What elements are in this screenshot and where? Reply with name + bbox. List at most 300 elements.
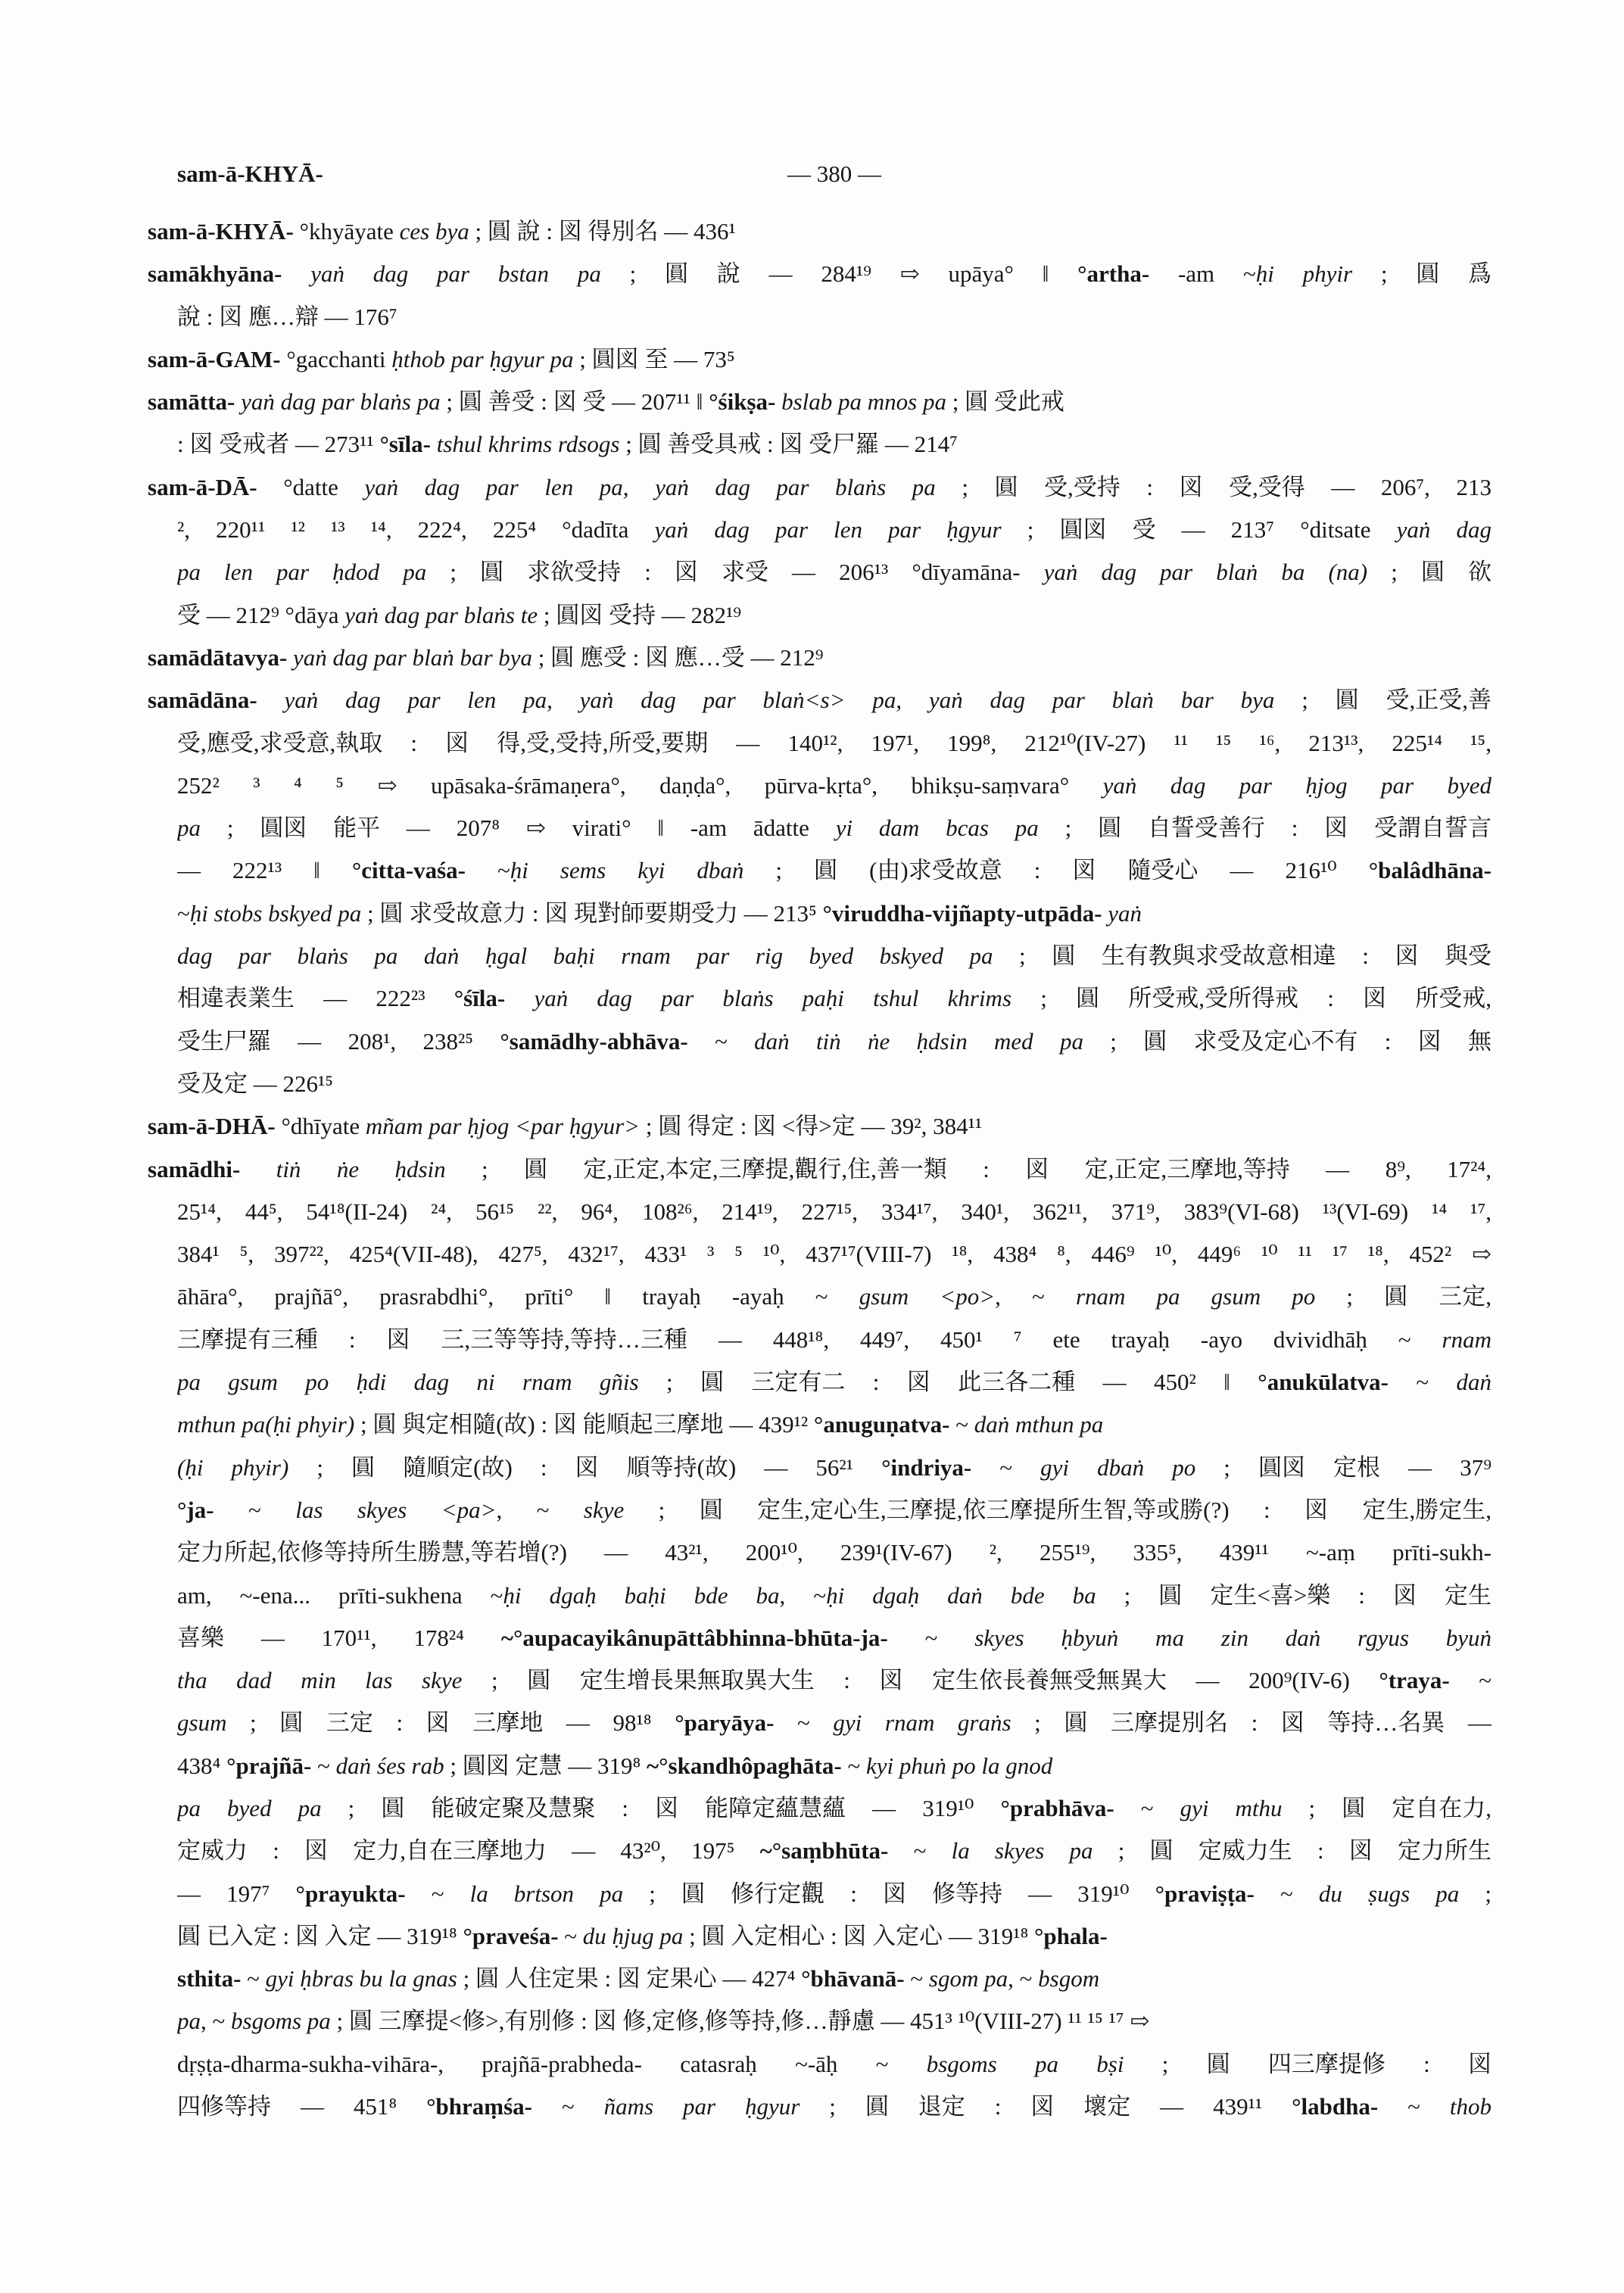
- entry-line-text: [177, 893, 1142, 935]
- entry-line-text: [177, 2043, 1492, 2086]
- entry-line-text: [148, 210, 736, 253]
- entry-line: [177, 807, 1492, 849]
- entry-line-text: [177, 1063, 333, 1105]
- entry-line-text: [148, 381, 1064, 423]
- entry-text: ², 220¹¹ ¹² ¹³ ¹⁴, 222⁴, 225⁴ °dadīta: [177, 516, 655, 544]
- headword: sam-ā-KHYĀ-: [148, 218, 294, 245]
- entry-line: [177, 1191, 1492, 1233]
- subentry-term: °citta-vaśa-: [351, 857, 466, 884]
- tibetan-equivalent: la skyes pa: [951, 1837, 1093, 1865]
- entry-line: [177, 1702, 1492, 1744]
- tibetan-equivalent: pa: [177, 815, 201, 842]
- subentry-term: °anukūlatva-: [1258, 1369, 1389, 1396]
- page-number: — 380 —: [787, 160, 881, 187]
- entry-text: 四修等持 — 451⁸: [177, 2093, 427, 2120]
- dictionary-entry: [0, 210, 1624, 253]
- entry-line: [177, 849, 1492, 892]
- entry-line: [148, 1148, 1492, 1191]
- entry-line: [177, 1575, 1492, 1617]
- entry-line: [148, 210, 1492, 253]
- tibetan-equivalent: pa: [177, 2008, 201, 2035]
- entry-text: °datte: [257, 473, 365, 500]
- tibetan-equivalent: daṅ mthun pa: [974, 1411, 1104, 1438]
- entry-text: , ~: [496, 1496, 584, 1523]
- entry-line: [177, 1361, 1492, 1404]
- entry-text: 受 — 212⁹ °dāya: [177, 601, 345, 628]
- entry-line-text: [177, 1447, 1492, 1489]
- page-header: [0, 153, 1624, 195]
- entry-line-text: [177, 1531, 1492, 1574]
- entry-text: ; 圓 能破定聚及慧聚 : 図 能障定蘊慧蘊 — 319¹⁰: [321, 1794, 1001, 1821]
- entry-line: [177, 1787, 1492, 1830]
- entry-line: [177, 1873, 1492, 1915]
- entry-line-text: [177, 1873, 1492, 1915]
- tibetan-equivalent: du ṣugs pa: [1318, 1880, 1460, 1907]
- entry-text: 說 : 図 應…辯 — 176⁷: [177, 303, 397, 330]
- dictionary-entry: [0, 253, 1624, 338]
- tibetan-equivalent: gyi dbaṅ po: [1040, 1453, 1196, 1481]
- entry-line-text: [177, 977, 1492, 1020]
- entry-line: [177, 1915, 1492, 1958]
- entry-line-text: [177, 935, 1492, 977]
- entry-text: dṛṣṭa-dharma-sukha-vihāra-, prajñā-prabheda- catasraḥ ~-āḥ ~: [177, 2050, 927, 2077]
- tibetan-equivalent: tiṅ ṅe ḥdsin: [276, 1155, 446, 1182]
- subentry-term: °paryāya-: [675, 1709, 775, 1737]
- entry-line: [177, 2086, 1492, 2128]
- entry-text: ; 圓 求欲受持 : 図 求受 — 206¹³ °dīyamāna-: [426, 559, 1044, 586]
- entry-line-text: [177, 1787, 1492, 1830]
- entry-line-text: [148, 253, 1492, 295]
- entry-text: ~: [971, 1453, 1041, 1481]
- tibetan-equivalent: daṅ: [1456, 1369, 1492, 1396]
- entry-text: am, ~-ena... prīti-sukhena ~: [177, 1581, 503, 1609]
- entry-line: [177, 765, 1492, 807]
- subentry-term: °traya-: [1379, 1667, 1450, 1694]
- subentry-term: °balâdhāna-: [1368, 857, 1492, 884]
- subentry-term: ~°aupacayikânupāttâbhinna-bhūta-ja-: [500, 1624, 888, 1651]
- entry-text: ; 圓 隨順定(故) : 図 順等持(故) — 56²¹: [288, 1453, 882, 1481]
- entry-line: [177, 1276, 1492, 1318]
- entry-text: — 222¹³ ‖: [177, 857, 352, 884]
- entry-line: [177, 1020, 1492, 1063]
- tibetan-equivalent: skyes ḥbyuṅ ma zin daṅ rgyus byuṅ: [974, 1624, 1492, 1651]
- entry-line-text: [177, 1958, 1099, 2000]
- entry-text: 384¹ ⁵, 397²², 425⁴(VII-48), 427⁵, 432¹⁷, 433¹ ³ ⁵ ¹⁰, 437¹⁷(VIII-7) ¹⁸, 438⁴ ⁸, 446⁹ ¹⁰, 449⁶ ¹⁰ ¹¹ ¹⁷ ¹⁸, 452² ⇨: [177, 1241, 1492, 1268]
- entry-text: [505, 985, 534, 1011]
- entry-line-text: [177, 509, 1492, 551]
- headword: samādātavya-: [148, 643, 288, 671]
- tibetan-equivalent: ḥi stobs bskyed pa: [189, 899, 362, 927]
- entry-line: [177, 594, 1492, 637]
- entry-text: ; 圓 生有教與求受故意相違 : 図 與受: [993, 942, 1492, 970]
- entry-text: , ~: [201, 2008, 232, 2035]
- entry-line-text: [148, 466, 1492, 509]
- entry-text: ~: [841, 1752, 866, 1779]
- tibetan-equivalent: yaṅ dag par ḥjog par byed: [1102, 771, 1492, 799]
- entry-text: ~: [1378, 2093, 1450, 2120]
- entry-line: [177, 1404, 1492, 1446]
- entry-text: ; 圓 所受戒,受所得戒 : 図 所受戒,: [1011, 985, 1492, 1012]
- entry-text: ; 圓 定,正定,本定,三摩提,觀行,住,善一類 : 図 定,正定,三摩地,等持 — 8⁹, 17²⁴,: [445, 1155, 1492, 1182]
- entry-text: ; 圓 三定,: [1315, 1283, 1492, 1310]
- entry-text: ~: [888, 1837, 952, 1865]
- entry-text: ~: [949, 1411, 974, 1438]
- entry-line: [177, 1233, 1492, 1276]
- entry-line-text: [177, 2000, 1149, 2042]
- entry-text: ; 圓 求受故意力 : 図 現對師要期受力 — 213⁵: [361, 899, 823, 927]
- entry-text: ; 圓 退定 : 図 壞定 — 439¹¹: [800, 2093, 1292, 2120]
- entry-line: [177, 1489, 1492, 1531]
- subentry-term: °praviṣṭa-: [1155, 1880, 1255, 1907]
- entry-text: 252² ³ ⁴ ⁵ ⇨ upāsaka-śrāmaṇera°, daṇḍa°, pūrva-kṛta°, bhikṣu-saṃvara°: [177, 771, 1103, 799]
- entry-line: [148, 679, 1492, 721]
- entry-text: °dhīyate: [275, 1113, 366, 1140]
- entry-line-text: [148, 338, 735, 381]
- tibetan-equivalent: yaṅ: [1108, 899, 1142, 927]
- entry-text: ; 圓 人住定果 : 図 定果心 — 427⁴: [457, 1965, 802, 1992]
- tibetan-equivalent: pa len par ḥdod pa: [177, 559, 427, 586]
- entry-line-text: [177, 1659, 1492, 1702]
- entry-text: ; 圓 三摩提<修>,有別修 : 図 修,定修,修等持,修…靜慮 — 451³ ¹⁰(VIII-27) ¹¹ ¹⁵ ¹⁷ ⇨: [330, 2008, 1150, 2035]
- entry-text: 受生尸羅 — 208¹, 238²⁵: [177, 1027, 500, 1055]
- headword: sam-ā-DHĀ-: [148, 1113, 276, 1140]
- tibetan-equivalent: kyi phuṅ po la gnod: [865, 1752, 1053, 1779]
- entry-text: ; 圓 受,正受,善: [1274, 687, 1492, 714]
- entry-line-text: [177, 1915, 1108, 1958]
- entry-text: 受,應受,求受意,執取 : 図 得,受,受持,所受,要期 — 140¹², 197¹, 199⁸, 212¹⁰(IV-27) ¹¹ ¹⁵ ¹⁶, 213¹³, 225¹⁴ ¹⁵,: [177, 729, 1492, 756]
- entry-text: — 197⁷: [177, 1880, 296, 1907]
- entry-text: ~: [774, 1709, 834, 1737]
- entry-text: ;: [1459, 1880, 1492, 1907]
- entry-line-text: [177, 1319, 1492, 1361]
- dictionary-entry: [0, 466, 1624, 637]
- entry-line: [177, 1531, 1492, 1574]
- tibetan-equivalent: yaṅ dag par len par ḥgyur: [654, 516, 1002, 544]
- entry-text: 25¹⁴, 44⁵, 54¹⁸(II-24) ²⁴, 56¹⁵ ²², 96⁴, 108²⁶, 214¹⁹, 227¹⁵, 334¹⁷, 340¹, 362¹¹, 371⁹, 383⁹(VI-68) ¹³(VI-69) ¹⁴ ¹⁷,: [177, 1198, 1492, 1225]
- tibetan-equivalent: la brtson pa: [469, 1880, 624, 1907]
- entry-text: ~: [405, 1880, 470, 1907]
- tibetan-equivalent: tha dad min las skye: [177, 1667, 463, 1694]
- subentry-term: ~°skandhôpaghāta-: [647, 1752, 842, 1779]
- entry-text: ; 圓図 定慧 — 319⁸: [444, 1752, 647, 1779]
- tibetan-equivalent: pa gsum po ḥdi dag ni rnam gñis: [177, 1369, 639, 1396]
- entry-text: ; 圓図 定根 — 37⁹: [1195, 1453, 1492, 1481]
- tibetan-equivalent: skye: [583, 1496, 625, 1523]
- subentry-term: °samādhy-abhāva-: [500, 1027, 688, 1055]
- headword: sam-ā-DĀ-: [148, 473, 257, 500]
- dictionary-entry: [0, 637, 1624, 679]
- entry-text: ; 圓 定威力生 : 図 定力所生: [1093, 1837, 1492, 1865]
- dictionary-entry: [0, 381, 1624, 466]
- entry-line: [177, 1958, 1492, 2000]
- entry-text: ; 圓 四三摩提修 : 図: [1124, 2050, 1492, 2077]
- entry-line-text: [148, 1105, 982, 1148]
- subentry-term: °labdha-: [1292, 2093, 1379, 2120]
- subentry-term: °prabhāva-: [1000, 1794, 1114, 1821]
- entry-line-text: [177, 849, 1492, 892]
- entry-text: [257, 687, 285, 713]
- subentry-term: sthita-: [177, 1965, 242, 1992]
- tibetan-equivalent: yaṅ dag par blaṅ ba (na): [1043, 559, 1368, 586]
- entry-text: °khyāyate: [293, 218, 400, 245]
- entry-text: ; 圓 欲: [1367, 559, 1492, 586]
- tibetan-equivalent: gyi ḥbras bu la gnas: [265, 1965, 457, 1992]
- subentry-term: °artha-: [1077, 260, 1150, 288]
- entry-text: ~: [1449, 1667, 1492, 1694]
- entry-line-text: [177, 1830, 1492, 1872]
- subentry-term: °indriya-: [881, 1453, 972, 1481]
- entry-text: 受及定 — 226¹⁵: [177, 1070, 334, 1097]
- entry-text: ; 圓 求受及定心不有 : 図 無: [1083, 1027, 1492, 1055]
- entry-line-text: [177, 423, 958, 466]
- tibetan-equivalent: ñams par ḥgyur: [603, 2093, 800, 2120]
- entry-text: ; 圓 說 — 284¹⁹ ⇨ upāya° ‖: [600, 260, 1078, 288]
- subentry-term: °prayukta-: [295, 1880, 406, 1907]
- entry-text: [240, 1156, 276, 1182]
- tibetan-equivalent: ḥi dgaḥ daṅ bde ba: [826, 1581, 1096, 1609]
- tibetan-equivalent: daṅ śes rab: [335, 1752, 444, 1779]
- entry-line-text: [177, 1617, 1492, 1659]
- entry-text: ; 圓図 至 — 73⁵: [573, 345, 735, 372]
- dictionary-entry: [0, 679, 1624, 1105]
- tibetan-equivalent: las skyes <pa>: [295, 1496, 497, 1523]
- entry-line: [177, 551, 1492, 594]
- entry-line: [177, 423, 1492, 466]
- entries-column: [0, 210, 1624, 2128]
- entry-text: [775, 388, 781, 415]
- dictionary-entry: [0, 338, 1624, 381]
- entry-line-text: [148, 1148, 1492, 1191]
- tibetan-equivalent: yaṅ dag par blaṅ bar bya: [293, 643, 533, 671]
- entry-text: ; 圓 善受 : 図 受 — 207¹¹ ‖: [440, 388, 709, 416]
- entry-line-text: [148, 679, 1492, 721]
- subentry-term: °phala-: [1034, 1922, 1108, 1949]
- tibetan-equivalent: tshul khrims rdsogs: [436, 431, 620, 458]
- entry-text: , ~: [779, 1581, 827, 1609]
- tibetan-equivalent: rnam: [1442, 1326, 1492, 1353]
- tibetan-equivalent: mñam par ḥjog <par ḥgyur>: [365, 1113, 641, 1140]
- tibetan-equivalent: (ḥi phyir): [177, 1453, 289, 1481]
- subentry-term: °sīla-: [379, 431, 431, 458]
- headword: samādāna-: [148, 687, 257, 714]
- subentry-term: °anuguṇatva-: [813, 1411, 950, 1438]
- tibetan-equivalent: du ḥjug pa: [582, 1922, 684, 1949]
- entry-text: ; 圓 善受具戒 : 図 受尸羅 — 214⁷: [619, 431, 958, 458]
- tibetan-equivalent: ḥi sems kyi dbaṅ: [510, 857, 744, 884]
- tibetan-equivalent: ces bya: [399, 218, 469, 245]
- tibetan-equivalent: bsgom: [1038, 1965, 1100, 1992]
- entry-text: °gacchanti: [280, 345, 392, 372]
- entry-line-text: [177, 1489, 1492, 1531]
- tibetan-equivalent: gyi mthu: [1180, 1794, 1283, 1821]
- entry-line-text: [177, 722, 1492, 765]
- entry-text: ; 圓 說 : 図 得別名 — 436¹: [469, 218, 736, 245]
- entry-text: [235, 388, 241, 415]
- tibetan-equivalent: daṅ tiṅ ṅe ḥdsin med pa: [754, 1027, 1083, 1055]
- entry-line: [177, 1830, 1492, 1872]
- tibetan-equivalent: yaṅ dag par bstan pa: [310, 260, 601, 288]
- entry-text: 相違表業生 — 222²³: [177, 985, 454, 1012]
- entry-text: ; 圓図 能平 — 207⁸ ⇨ virati° ‖ -am ādatte: [201, 815, 836, 842]
- entry-line-text: [177, 1745, 1052, 1787]
- entry-text: ; 圓 修行定觀 : 図 修等持 — 319¹⁰: [623, 1880, 1155, 1907]
- entry-text: ; 圓 (由)求受故意 : 図 隨受心 — 216¹⁰: [743, 857, 1369, 884]
- entry-text: 438⁴: [177, 1752, 227, 1779]
- headword: samātta-: [148, 388, 235, 416]
- entry-line-text: [177, 1191, 1492, 1233]
- entry-text: ~: [904, 1965, 929, 1992]
- entry-text: ~: [1254, 1880, 1319, 1907]
- entry-text: [431, 431, 437, 457]
- entry-text: ; 圓 得定 : 図 <得>定 — 39², 384¹¹: [640, 1113, 983, 1140]
- entry-line-text: [177, 1702, 1492, 1744]
- entry-text: ; 圓 定生增長果無取異大生 : 図 定生依長養無受無異大 — 200⁹(IV-6): [462, 1667, 1379, 1694]
- entry-line: [177, 722, 1492, 765]
- entry-text: ~: [558, 1922, 583, 1949]
- tibetan-equivalent: mthun pa(ḥi phyir): [177, 1411, 355, 1438]
- running-head: sam-ā-KHYĀ-: [177, 160, 323, 187]
- headword: samākhyāna-: [148, 260, 282, 288]
- entry-text: ; 圓 定生<喜>樂 : 図 定生: [1096, 1581, 1492, 1609]
- dictionary-entry: [0, 1105, 1624, 1148]
- tibetan-equivalent: gyi rnam graṅs: [833, 1709, 1011, 1737]
- tibetan-equivalent: sgom pa: [928, 1965, 1008, 1992]
- entry-line-text: [177, 594, 741, 637]
- tibetan-equivalent: gsum <po>: [859, 1283, 996, 1310]
- headword: sam-ā-GAM-: [148, 345, 281, 372]
- entry-text: ; 圓 應受 : 図 應…受 — 212⁹: [532, 643, 824, 671]
- entry-text: -am ~: [1149, 260, 1256, 288]
- subentry-term: °śikṣa-: [709, 388, 776, 416]
- entry-text: ~: [531, 2093, 604, 2120]
- tibetan-equivalent: yaṅ dag par len pa, yaṅ dag par blaṅ<s> pa, yaṅ dag par blaṅ bar bya: [284, 687, 1275, 714]
- entry-text: , ~: [995, 1283, 1076, 1310]
- entry-text: ; 圓 三定有二 : 図 此三各二種 — 450² ‖: [638, 1369, 1258, 1396]
- entry-line: [177, 2043, 1492, 2086]
- entry-line: [177, 893, 1492, 935]
- tibetan-equivalent: gsum: [177, 1709, 227, 1737]
- entry-line-text: [177, 1233, 1492, 1276]
- subentry-term: °ja-: [177, 1496, 214, 1523]
- entry-line-text: [177, 1276, 1492, 1318]
- entry-text: ; 圓 受此戒: [946, 388, 1064, 416]
- tibetan-equivalent: yaṅ dag par blaṅs paḥi tshul khrims: [534, 985, 1012, 1012]
- tibetan-equivalent: ḥi dgaḥ baḥi bde ba: [503, 1581, 780, 1609]
- tibetan-equivalent: yaṅ dag par blaṅs te: [344, 601, 538, 628]
- entry-text: ~: [214, 1496, 296, 1523]
- entry-text: 喜樂 — 170¹¹, 178²⁴: [177, 1624, 501, 1651]
- entry-text: ; 圓 自誓受善行 : 図 受謂自誓言: [1038, 815, 1492, 842]
- entry-text: [282, 260, 310, 287]
- tibetan-equivalent: bslab pa mnos pa: [781, 388, 946, 416]
- entry-text: ; 圓 受,受持 : 図 受,受得 — 206⁷, 213: [935, 473, 1492, 500]
- entry-text: ; 圓図 受持 — 282¹⁹: [538, 601, 742, 628]
- entry-text: āhāra°, prajñā°, prasrabdhi°, prīti° ‖ trayaḥ -ayaḥ ~: [177, 1283, 859, 1310]
- entry-line: [148, 253, 1492, 295]
- entry-text: ~: [687, 1027, 755, 1055]
- entry-text: ; 圓 三摩提別名 : 図 等持…名異 —: [1011, 1709, 1492, 1737]
- tibetan-equivalent: yaṅ dag: [1396, 516, 1492, 544]
- entry-line: [148, 466, 1492, 509]
- subentry-term: °praveśa-: [463, 1922, 559, 1949]
- entry-line-text: [148, 637, 824, 679]
- entry-text: 定威力 : 図 定力,自在三摩地力 — 43²⁰, 197⁵: [177, 1837, 760, 1865]
- entry-line-text: [177, 296, 397, 338]
- subentry-term: °prajñā-: [226, 1752, 312, 1779]
- subentry-term: ~°saṃbhūta-: [759, 1837, 889, 1865]
- entry-line-text: [177, 551, 1492, 594]
- entry-line: [177, 2000, 1492, 2042]
- entry-line: [177, 935, 1492, 977]
- subentry-term: °bhraṃśa-: [426, 2093, 532, 2120]
- entry-line: [177, 1745, 1492, 1787]
- entry-line-text: [177, 1020, 1492, 1063]
- entry-line: [148, 1105, 1492, 1148]
- entry-text: , ~: [1008, 1965, 1039, 1992]
- tibetan-equivalent: rnam pa gsum po: [1075, 1283, 1316, 1310]
- entry-line: [177, 1063, 1492, 1105]
- entry-text: ~: [887, 1624, 975, 1651]
- entry-line-text: [177, 1575, 1492, 1617]
- entry-text: 三摩提有三種 : 図 三,三等等持,等持…三種 — 448¹⁸, 449⁷, 450¹ ⁷ ete trayaḥ -ayo dvividhāḥ ~: [177, 1326, 1442, 1353]
- entry-line: [177, 296, 1492, 338]
- entry-text: 定力所起,依修等持所生勝慧,等若增(?) — 43²¹, 200¹⁰, 239¹(IV-67) ², 255¹⁹, 335⁵, 439¹¹ ~-aṃ prīti-sukh-: [177, 1539, 1492, 1566]
- entry-line: [177, 1447, 1492, 1489]
- entry-text: : 図 受戒者 — 273¹¹: [177, 431, 380, 458]
- entry-line: [177, 1617, 1492, 1659]
- entry-text: ; 圓 入定相心 : 図 入定心 — 319¹⁸: [683, 1922, 1034, 1949]
- tibetan-equivalent: bsgoms pa: [231, 2008, 331, 2035]
- headword: samādhi-: [148, 1155, 241, 1182]
- tibetan-equivalent: pa byed pa: [177, 1794, 322, 1821]
- entry-text: 圓 已入定 : 図 入定 — 319¹⁸: [177, 1922, 463, 1949]
- tibetan-equivalent: thob: [1449, 2093, 1492, 2120]
- entry-text: ; 圓 定自在力,: [1282, 1794, 1492, 1821]
- entry-line-text: [177, 807, 1492, 849]
- tibetan-equivalent: ḥthob par ḥgyur pa: [391, 345, 574, 372]
- entry-line-text: [177, 765, 1492, 807]
- tibetan-equivalent: yaṅ dag par blaṅs pa: [241, 388, 441, 416]
- entry-line-text: [177, 1361, 1492, 1404]
- entry-text: ; 圓 與定相隨(故) : 図 能順起三摩地 — 439¹²: [354, 1411, 814, 1438]
- entry-line: [148, 338, 1492, 381]
- entry-text: ~: [241, 1965, 266, 1992]
- entry-text: ; 圓 定生,定心生,三摩提,依三摩提所生智,等或勝(?) : 図 定生,勝定生,: [624, 1496, 1492, 1523]
- entry-text: ~: [1388, 1369, 1457, 1396]
- entry-line: [148, 637, 1492, 679]
- entry-text: ; 圓 爲: [1352, 260, 1492, 288]
- subentry-term: °bhāvanā-: [801, 1965, 905, 1992]
- entry-text: ~: [1114, 1794, 1180, 1821]
- entry-text: ; 圓図 受 — 213⁷ °ditsate: [1001, 516, 1397, 544]
- entry-text: ~: [311, 1752, 336, 1779]
- entry-text: ~: [177, 899, 190, 927]
- entry-line: [177, 977, 1492, 1020]
- entry-line-text: [177, 1404, 1103, 1446]
- subentry-term: °śīla-: [454, 985, 506, 1012]
- tibetan-equivalent: dag par blaṅs pa daṅ ḥgal baḥi rnam par rig byed bskyed pa: [177, 942, 993, 970]
- entry-line: [177, 1659, 1492, 1702]
- tibetan-equivalent: bsgoms pa bṣi: [926, 2050, 1124, 2077]
- dictionary-entry: [0, 1148, 1624, 2129]
- tibetan-equivalent: yaṅ dag par len pa, yaṅ dag par blaṅs pa: [364, 473, 936, 500]
- entry-line: [148, 381, 1492, 423]
- subentry-term: °viruddha-vijñapty-utpāda-: [822, 899, 1102, 927]
- entry-text: ~: [466, 857, 510, 884]
- entry-text: ; 圓 三定 : 図 三摩地 — 98¹⁸: [226, 1709, 675, 1737]
- entry-text: [287, 644, 293, 671]
- entry-line-text: [177, 2086, 1492, 2128]
